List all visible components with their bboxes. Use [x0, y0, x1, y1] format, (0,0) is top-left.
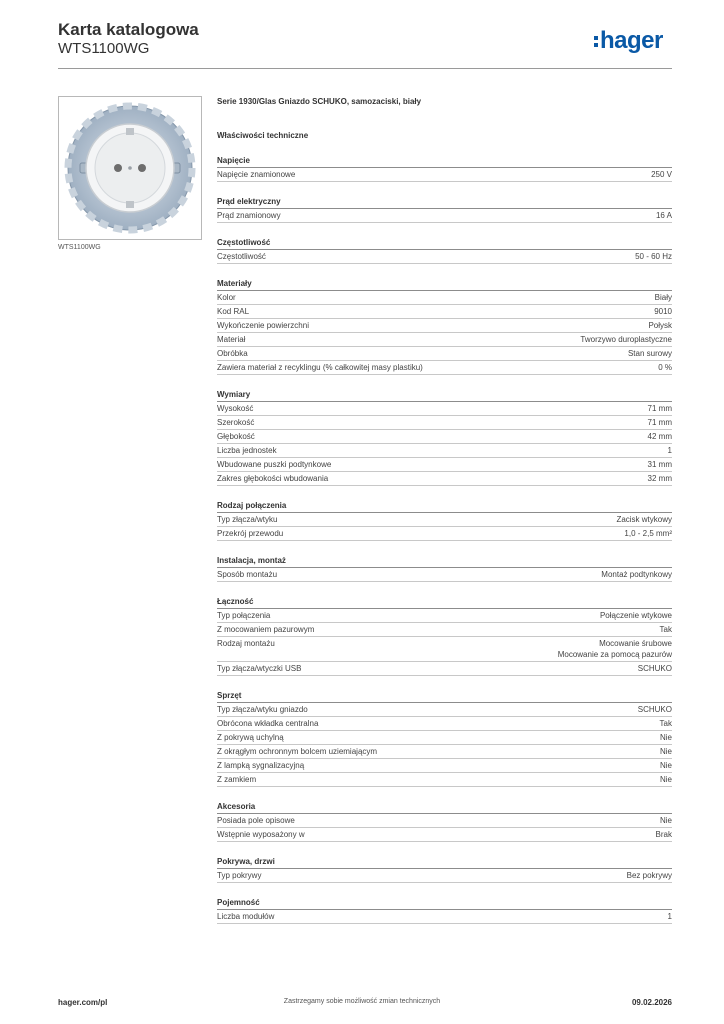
spec-row: [217, 637, 672, 662]
spec-value: [656, 829, 672, 840]
spec-value-line: Zacisk wtykowy: [616, 515, 672, 524]
spec-value-line: Nie: [659, 816, 672, 825]
spec-row: [217, 869, 672, 883]
spec-row: [217, 444, 672, 458]
spec-value-line: 9010: [654, 307, 672, 316]
spec-value: [668, 445, 672, 456]
hager-logo: [594, 27, 663, 55]
spec-label: Typ złącza/wtyku gniazdo: [217, 705, 308, 714]
spec-value: [635, 251, 672, 262]
spec-value-line: Nie: [659, 733, 672, 742]
spec-label: Napięcie znamionowe: [217, 170, 296, 179]
spec-label: Wykończenie powierzchni: [217, 321, 309, 330]
spec-value: [660, 774, 672, 785]
spec-section: [217, 389, 672, 486]
logo-dots-icon: [594, 36, 598, 47]
spec-value: [660, 760, 672, 771]
spec-section: [217, 801, 672, 842]
spec-row: [217, 703, 672, 717]
spec-label: Liczba modułów: [217, 912, 275, 921]
spec-value-line: 1: [667, 912, 672, 921]
spec-value-line: 0 %: [658, 363, 672, 372]
spec-section: [217, 278, 672, 375]
spec-value-line: Nie: [659, 747, 672, 756]
spec-section: [217, 237, 672, 264]
footer-website: hager.com/pl: [58, 998, 108, 1007]
spec-row: [217, 209, 672, 223]
spec-label: Materiał: [217, 335, 246, 344]
product-image: [58, 96, 202, 240]
spec-label: Z mocowaniem pazurowym: [217, 625, 315, 634]
spec-value-line: 1,0 - 2,5 mm²: [624, 529, 672, 538]
spec-label: Wysokość: [217, 404, 254, 413]
spec-row: [217, 527, 672, 541]
spec-section: [217, 196, 672, 223]
spec-value-line: SCHUKO: [637, 705, 672, 714]
spec-section: [217, 856, 672, 883]
schuko-socket-icon: [59, 97, 201, 239]
spec-value-line: Tak: [659, 625, 672, 634]
spec-section: [217, 897, 672, 924]
spec-row: [217, 623, 672, 637]
spec-value-line: 32 mm: [647, 474, 672, 483]
section-title: Materiały: [217, 278, 672, 291]
section-title: Rodzaj połączenia: [217, 500, 672, 513]
spec-row: [217, 291, 672, 305]
spec-label: Sposób montażu: [217, 570, 278, 579]
spec-value-line: Mocowanie za pomocą pazurów: [557, 650, 672, 659]
spec-value: [580, 334, 672, 345]
spec-value: [601, 569, 672, 580]
spec-value: [660, 815, 672, 826]
spec-value: [624, 528, 672, 539]
spec-label: Kod RAL: [217, 307, 250, 316]
section-title: Wymiary: [217, 389, 672, 402]
section-title: Łączność: [217, 596, 672, 609]
spec-row: [217, 168, 672, 182]
spec-value-line: Stan surowy: [627, 349, 672, 358]
spec-value-line: Tworzywo duroplastyczne: [580, 335, 672, 344]
spec-row: [217, 430, 672, 444]
spec-value: [655, 292, 672, 303]
spec-row: [217, 458, 672, 472]
spec-label: Zawiera materiał z recyklingu (% całkowitej masy plastiku): [217, 363, 423, 372]
spec-row: [217, 402, 672, 416]
spec-label: Obróbka: [217, 349, 248, 358]
spec-value: [648, 320, 672, 331]
spec-section: [217, 555, 672, 582]
footer-notice: Zastrzegamy sobie możliwość zmian technicznych: [283, 998, 441, 1005]
spec-label: Posiada pole opisowe: [217, 816, 295, 825]
spec-section: [217, 500, 672, 541]
spec-value: [648, 417, 672, 428]
spec-value: [600, 610, 672, 621]
spec-value-line: Nie: [659, 775, 672, 784]
spec-value-line: Montaż podtynkowy: [601, 570, 672, 579]
spec-row: [217, 731, 672, 745]
spec-section: [217, 596, 672, 676]
spec-row: [217, 759, 672, 773]
spec-row: [217, 568, 672, 582]
spec-row: [217, 910, 672, 924]
spec-value-line: Biały: [654, 293, 672, 302]
spec-label: Szerokość: [217, 418, 255, 427]
spec-value: [656, 210, 672, 221]
spec-row: [217, 361, 672, 375]
section-title: Akcesoria: [217, 801, 672, 814]
spec-label: Z lampką sygnalizacyjną: [217, 761, 305, 770]
spec-value: [627, 870, 672, 881]
spec-section: [217, 690, 672, 787]
spec-row: [217, 319, 672, 333]
spec-label: Obrócona wkładka centralna: [217, 719, 319, 728]
specification-panel: [217, 96, 672, 924]
spec-value: [660, 718, 672, 729]
spec-value: [648, 473, 672, 484]
spec-value-line: Bez pokrywy: [626, 871, 672, 880]
header-divider: [58, 68, 672, 69]
spec-label: Prąd znamionowy: [217, 211, 281, 220]
spec-label: Przekrój przewodu: [217, 529, 284, 538]
spec-label: Typ połączenia: [217, 611, 271, 620]
technical-properties-heading: Właściwości techniczne: [217, 131, 309, 140]
spec-value-line: Nie: [659, 761, 672, 770]
spec-value-line: Tak: [659, 719, 672, 728]
section-title: Sprzęt: [217, 690, 672, 703]
spec-value-line: 50 - 60 Hz: [635, 252, 672, 261]
spec-label: Z zamkiem: [217, 775, 257, 784]
spec-row: [217, 472, 672, 486]
spec-label: Typ pokrywy: [217, 871, 262, 880]
spec-label: Kolor: [217, 293, 236, 302]
spec-label: Z pokrywą uchylną: [217, 733, 284, 742]
spec-value-line: Połysk: [648, 321, 672, 330]
section-title: Pokrywa, drzwi: [217, 856, 672, 869]
spec-value-line: 1: [667, 446, 672, 455]
spec-value-line: Mocowanie śrubowe: [599, 639, 672, 648]
spec-value: [668, 911, 672, 922]
spec-value-line: Brak: [655, 830, 672, 839]
spec-value: [628, 348, 672, 359]
spec-value: [660, 624, 672, 635]
spec-label: Rodzaj montażu: [217, 639, 275, 648]
spec-label: Typ złącza/wtyczki USB: [217, 664, 302, 673]
spec-row: [217, 662, 672, 676]
spec-value: [658, 362, 672, 373]
spec-value: [660, 746, 672, 757]
section-title: Prąd elektryczny: [217, 196, 672, 209]
spec-row: [217, 305, 672, 319]
spec-row: [217, 513, 672, 527]
spec-value-line: 71 mm: [647, 404, 672, 413]
spec-value: [558, 638, 672, 660]
spec-value-line: 42 mm: [647, 432, 672, 441]
spec-row: [217, 773, 672, 787]
spec-row: [217, 609, 672, 623]
spec-label: Liczba jednostek: [217, 446, 277, 455]
spec-label: Wbudowane puszki podtynkowe: [217, 460, 332, 469]
spec-value: [648, 431, 672, 442]
spec-value-line: 250 V: [651, 170, 672, 179]
spec-section: [217, 155, 672, 182]
spec-value-line: SCHUKO: [637, 664, 672, 673]
spec-value: [648, 459, 672, 470]
spec-value: [648, 403, 672, 414]
spec-row: [217, 250, 672, 264]
spec-label: Z okrągłym ochronnym bolcem uziemiającym: [217, 747, 378, 756]
section-title: Napięcie: [217, 155, 672, 168]
spec-label: Zakres głębokości wbudowania: [217, 474, 329, 483]
spec-value: [638, 704, 672, 715]
spec-value: [638, 663, 672, 674]
spec-row: [217, 333, 672, 347]
product-code: WTS1100WG: [58, 40, 150, 57]
footer-date: 09.02.2026: [631, 998, 672, 1007]
spec-value: [651, 169, 672, 180]
spec-label: Głębokość: [217, 432, 255, 441]
section-title: Częstotliwość: [217, 237, 672, 250]
spec-label: Typ złącza/wtyku: [217, 515, 278, 524]
section-title: Pojemność: [217, 897, 672, 910]
spec-value: [660, 732, 672, 743]
spec-row: [217, 347, 672, 361]
spec-label: Wstępnie wyposażony w: [217, 830, 305, 839]
spec-sections: [217, 155, 672, 924]
section-title: Instalacja, montaż: [217, 555, 672, 568]
spec-row: [217, 814, 672, 828]
product-description: Serie 1930/Glas Gniazdo SCHUKO, samozaciski, biały: [217, 97, 422, 106]
spec-value-line: Połączenie wtykowe: [599, 611, 672, 620]
spec-row: [217, 416, 672, 430]
spec-row: [217, 717, 672, 731]
spec-row: [217, 745, 672, 759]
spec-label: Częstotliwość: [217, 252, 266, 261]
image-caption: WTS1100WG: [58, 244, 101, 251]
spec-row: [217, 828, 672, 842]
logo-text: hager: [600, 27, 663, 54]
spec-value-line: 31 mm: [647, 460, 672, 469]
spec-value-line: 16 A: [655, 211, 672, 220]
spec-value-line: 71 mm: [647, 418, 672, 427]
document-title: Karta katalogowa: [58, 20, 199, 39]
spec-value: [616, 514, 672, 525]
spec-value: [654, 306, 672, 317]
